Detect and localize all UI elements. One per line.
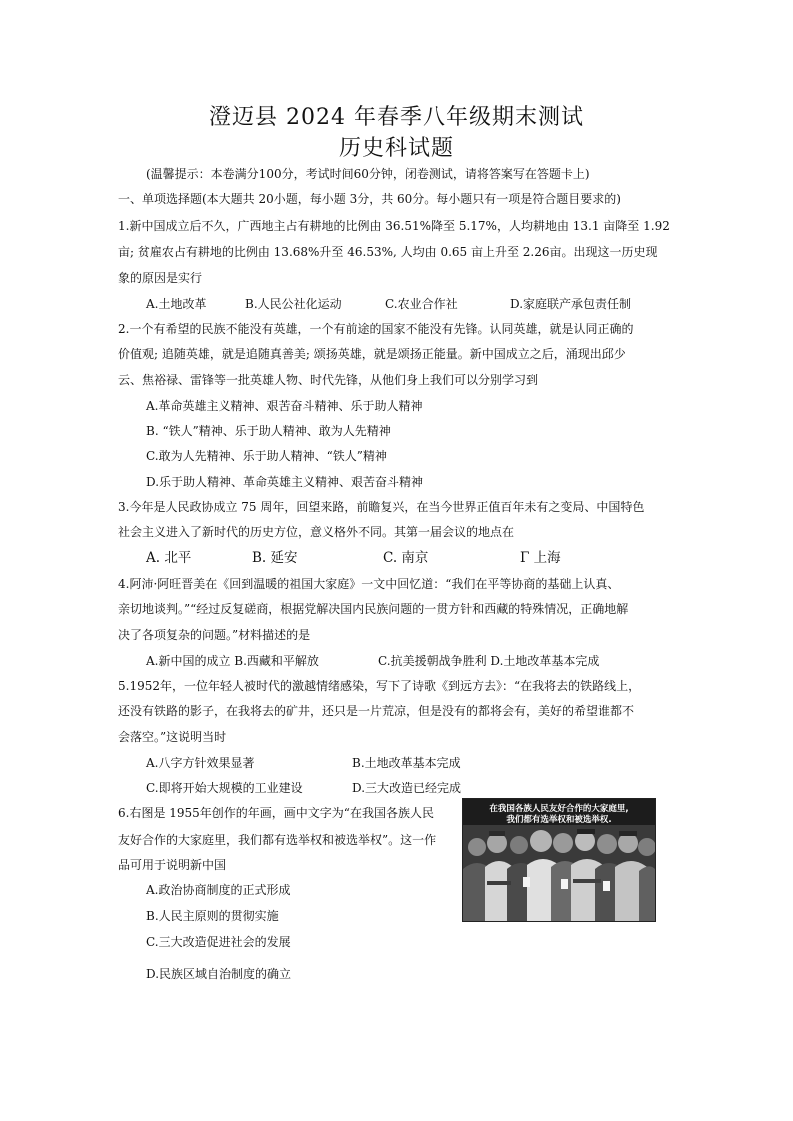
question-1-line-2: 亩; 贫雇农占有耕地的比例由 13.68%升至 46.53%, 人均由 0.65 亩上升至 2.26亩。出现这一历史现 [118, 245, 658, 259]
question-5-option-c: C.即将开始大规模的工业建设 [146, 781, 303, 795]
question-2-option-d: D.乐于助人精神、革命英雄主义精神、艰苦奋斗精神 [146, 475, 424, 489]
question-6-option-b: B.人民主原则的贯彻实施 [146, 909, 279, 923]
question-1-line-3: 象的原因是实行 [118, 271, 203, 285]
question-1-option-b: B.人民公社化运动 [245, 297, 342, 311]
question-4-option-ab: A.新中国的成立 B.西藏和平解放 [146, 654, 319, 668]
painting-caption-line-1: 在我国各族人民友好合作的大家庭里, [489, 804, 629, 814]
question-4-line-1: 4.阿沛·阿旺晋美在《回到温暖的祖国大家庭》一文中回忆道：“我们在平等协商的基础上认真、 [118, 577, 620, 591]
question-3-option-d: Γ 上海 [520, 550, 561, 566]
question-3-line-1: 3.今年是人民政协成立 75 周年，回望来路，前瞻复兴，在当今世界正值百年未有之变局、中国特色 [118, 500, 645, 514]
question-1-line-1: 1.新中国成立后不久，广西地主占有耕地的比例由 36.51%降至 5.17%，人均耕地由 13.1 亩降至 1.92 [118, 219, 670, 233]
question-6-option-d: D.民族区域自治制度的确立 [146, 967, 292, 981]
question-6-option-a: A.政治协商制度的正式形成 [146, 883, 291, 897]
question-4-option-cd: C.抗美援朝战争胜利 D.土地改革基本完成 [378, 654, 600, 668]
question-2-option-b: B. “铁人”精神、乐于助人精神、敢为人先精神 [146, 424, 391, 438]
question-4-line-2: 亲切地谈判。”“经过反复磋商，根据党解决国内民族问题的一贯方针和西藏的特殊情况，正确地解 [118, 602, 629, 616]
question-6-line-1: 6.右图是 1955年创作的年画，画中文字为“在我国各族人民 [118, 806, 434, 820]
question-6-option-c: C.三大改造促进社会的发展 [146, 935, 291, 949]
question-1-option-a: A.土地改革 [146, 297, 207, 311]
question-2-line-2: 价值观; 追随英雄，就是追随真善美; 颂扬英雄，就是颂扬正能量。新中国成立之后，涌现出邱少 [118, 347, 626, 361]
new-year-painting-figure [462, 798, 656, 922]
question-2-option-a: A.革命英雄主义精神、艰苦奋斗精神、乐于助人精神 [146, 399, 423, 413]
question-2-option-c: C.敢为人先精神、乐于助人精神、“铁人”精神 [146, 449, 387, 463]
painting-caption-line-2: 我们都有选举权和被选举权. [506, 815, 612, 825]
question-3-option-b: B. 延安 [252, 550, 298, 566]
section-heading: 一、单项选择题(本大题共 20小题，每小题 3分，共 60分。每小题只有一项是符合题目要求的) [118, 192, 621, 206]
exam-notice: (温馨提示：本卷满分100分，考试时间60分钟，闭卷测试，请将答案写在答题卡上) [146, 167, 590, 181]
question-1-option-c: C.农业合作社 [385, 297, 458, 311]
question-3-option-a: A. 北平 [146, 550, 192, 566]
exam-title: 澄迈县 2024 年春季八年级期末测试 [209, 105, 584, 130]
question-6-line-3: 品可用于说明新中国 [118, 858, 227, 872]
question-5-option-a: A.八字方针效果显著 [146, 756, 255, 770]
question-3-line-2: 社会主义进入了新时代的历史方位，意义格外不同。其第一届会议的地点在 [118, 525, 515, 539]
question-3-option-c: C. 南京 [383, 550, 429, 566]
question-2-line-1: 2.一个有希望的民族不能没有英雄，一个有前途的国家不能没有先锋。认同英雄，就是认同正确的 [118, 322, 634, 336]
question-5-line-3: 会落空。”这说明当时 [118, 730, 227, 744]
question-5-option-b: B.土地改革基本完成 [352, 756, 461, 770]
question-1-option-d: D.家庭联产承包责任制 [510, 297, 632, 311]
question-5-option-d: D.三大改造已经完成 [352, 781, 462, 795]
question-5-line-2: 还没有铁路的影子，在我将去的矿井，还只是一片荒凉，但是没有的都将会有，美好的希望谁都不 [118, 704, 635, 718]
exam-subtitle: 历史科试题 [338, 136, 454, 161]
question-2-line-3: 云、焦裕禄、雷锋等一批英雄人物、时代先锋，从他们身上我们可以分别学习到 [118, 373, 539, 387]
question-4-line-3: 决了各项复杂的问题。”材料描述的是 [118, 628, 311, 642]
question-6-line-2: 友好合作的大家庭里，我们都有选举权和被选举权”。这一作 [118, 833, 437, 847]
question-5-line-1: 5.1952年，一位年轻人被时代的激越情绪感染，写下了诗歌《到远方去》：“在我将去的铁路线上， [118, 679, 641, 693]
